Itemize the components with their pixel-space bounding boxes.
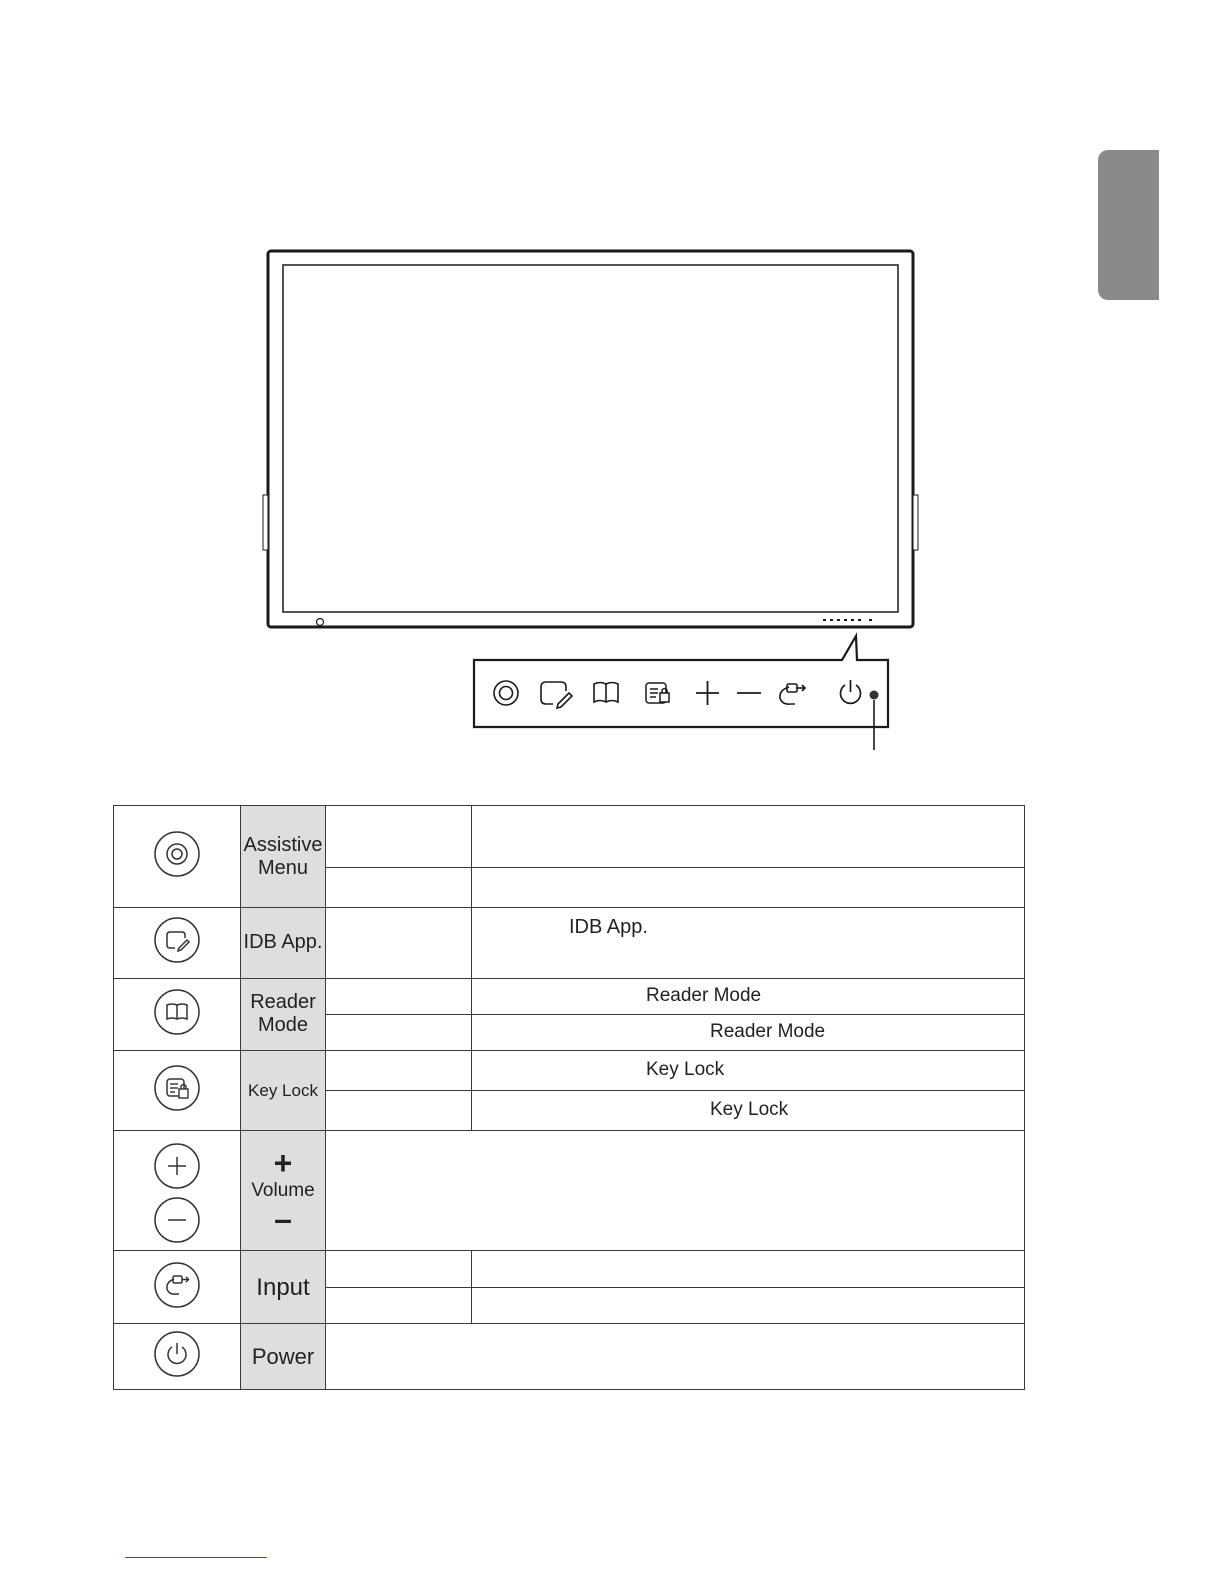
power-cell (114, 1323, 241, 1389)
input-desc-1 (472, 1251, 1025, 1287)
volume-up-icon (153, 1142, 201, 1190)
input-label: Input (241, 1251, 326, 1323)
volume-cell (114, 1131, 241, 1251)
reader-desc-1 (472, 978, 1025, 1014)
keylock-sub-1 (326, 1050, 472, 1090)
power-label: Power (241, 1323, 326, 1389)
reader-sub-2 (326, 1014, 472, 1050)
volume-down-icon (153, 1196, 201, 1244)
volume-word: Volume (251, 1179, 315, 1201)
key-lock-label: Key Lock (241, 1050, 326, 1130)
key-lock-icon (153, 1064, 201, 1112)
reader-desc-2 (472, 1014, 1025, 1050)
volume-plus-sign: + (273, 1144, 293, 1181)
table-row (114, 1050, 1025, 1090)
assistive-sub-1 (326, 806, 472, 868)
reader-mode-label: Reader Mode (241, 978, 326, 1050)
input-cell (114, 1251, 241, 1323)
footer-link-underline[interactable] (125, 1557, 267, 1558)
input-icon (153, 1261, 201, 1309)
idb-app-label: IDB App. (241, 908, 326, 978)
keylock-desc-2 (472, 1090, 1025, 1130)
left-bracket (263, 495, 268, 550)
assistive-desc-1 (472, 806, 1025, 868)
table-row (114, 1323, 1025, 1389)
monitor-screen (283, 265, 898, 612)
assistive-sub-2 (326, 868, 472, 908)
monitor-diagram (0, 0, 1224, 780)
reader-mode-icon (153, 988, 201, 1036)
control-button-table (113, 805, 1025, 1390)
idb-desc (472, 908, 1025, 978)
power-desc (326, 1323, 1025, 1389)
keylock-desc-2-name: Key Lock (710, 1099, 789, 1121)
assistive-menu-icon (153, 830, 201, 878)
reader-mode-cell (114, 978, 241, 1050)
power-indicator-dot (870, 691, 879, 700)
idb-desc-name: IDB App. (569, 916, 648, 939)
reader-desc-2-name: Reader Mode (710, 1021, 826, 1043)
table-row (114, 1251, 1025, 1287)
table-row (114, 1131, 1025, 1251)
table-row (114, 978, 1025, 1014)
volume-label (241, 1131, 326, 1251)
volume-desc (326, 1131, 1025, 1251)
key-lock-cell (114, 1050, 241, 1130)
assistive-desc-2 (472, 868, 1025, 908)
volume-minus-sign: – (274, 1200, 292, 1237)
idb-sub (326, 908, 472, 978)
assistive-menu-label: Assistive Menu (241, 806, 326, 908)
keylock-sub-2 (326, 1090, 472, 1130)
input-sub-1 (326, 1251, 472, 1287)
reader-desc-1-name: Reader Mode (646, 985, 762, 1007)
idb-app-cell (114, 908, 241, 978)
button-callout (474, 636, 888, 727)
table-row (114, 908, 1025, 978)
idb-app-icon (153, 916, 201, 964)
table-row (114, 806, 1025, 868)
input-desc-2 (472, 1287, 1025, 1323)
reader-sub-1 (326, 978, 472, 1014)
assistive-menu-cell (114, 806, 241, 908)
keylock-desc-1 (472, 1050, 1025, 1090)
keylock-desc-1-name: Key Lock (646, 1059, 725, 1081)
input-sub-2 (326, 1287, 472, 1323)
right-bracket (913, 495, 918, 550)
power-icon (153, 1330, 201, 1378)
